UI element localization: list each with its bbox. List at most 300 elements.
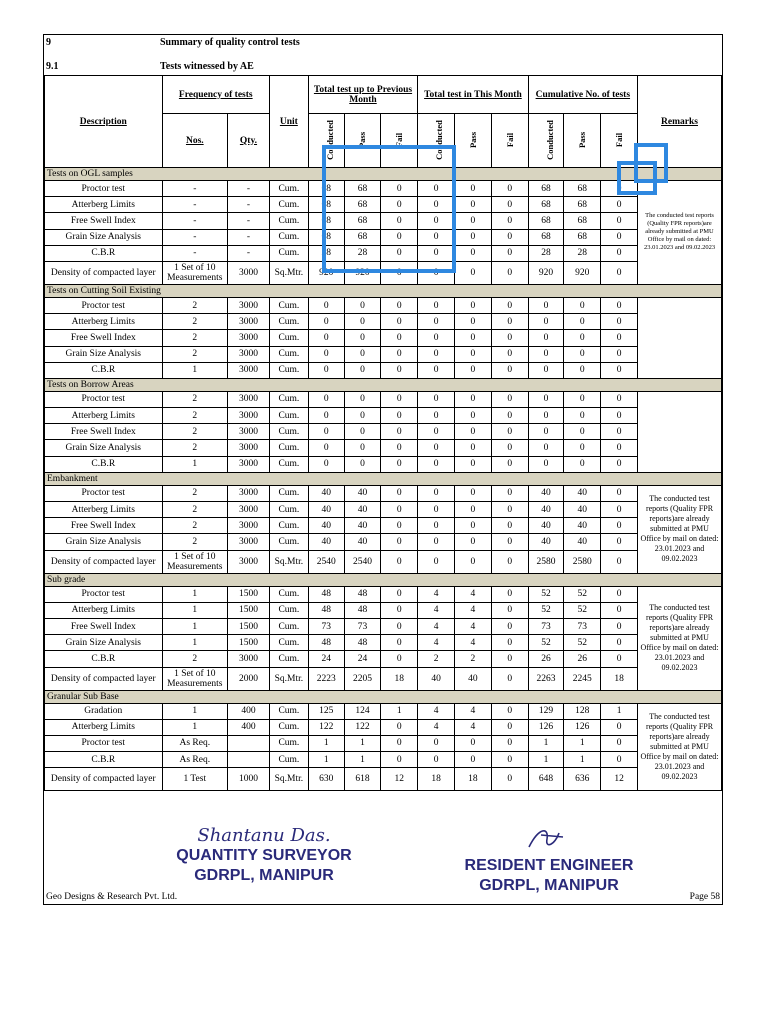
table-row [45,261,722,284]
cell-this-conducted: 0 [418,181,455,197]
cell-prev-pass: 48 [344,635,381,651]
row-description: Grain Size Analysis [45,229,163,245]
row-nos: 1 [162,618,227,634]
row-description: Proctor test [45,735,163,751]
cell-this-fail: 0 [491,197,528,213]
re-org: GDRPL, MANIPUR [479,877,619,894]
cell-this-fail: 0 [491,346,528,362]
cell-cum-pass: 68 [564,181,601,197]
cell-this-fail: 0 [491,651,528,667]
cell-prev-fail: 0 [381,181,418,197]
row-unit: Cum. [269,651,308,667]
cell-prev-fail: 0 [381,314,418,330]
row-qty: 3000 [228,518,270,534]
row-description: Gradation [45,703,163,719]
cell-cum-fail: 0 [601,346,638,362]
row-description: Proctor test [45,181,163,197]
cell-this-fail: 0 [491,245,528,261]
cell-prev-pass: 0 [344,330,381,346]
table-row [45,534,722,550]
cell-prev-pass: 0 [344,456,381,472]
section-title: Summary of quality control tests [160,37,300,48]
row-unit: Cum. [269,485,308,501]
cell-cum-pass: 40 [564,534,601,550]
row-nos: 1 Set of 10 Measurements [162,261,227,284]
cell-cum-conducted: 0 [528,362,564,378]
cell-cum-conducted: 1 [528,735,564,751]
cell-cum-conducted: 0 [528,408,564,424]
cell-prev-fail: 0 [381,261,418,284]
cell-cum-conducted: 40 [528,534,564,550]
cell-prev-conducted: 122 [308,719,344,735]
cell-prev-pass: 40 [344,502,381,518]
row-unit: Cum. [269,703,308,719]
cell-this-fail: 0 [491,440,528,456]
cell-prev-pass: 68 [344,197,381,213]
cell-prev-fail: 0 [381,330,418,346]
cell-this-pass: 0 [455,245,492,261]
cell-cum-pass: 68 [564,197,601,213]
cell-prev-pass: 1 [344,735,381,751]
cell-cum-conducted: 68 [528,213,564,229]
cell-cum-fail: 0 [601,719,638,735]
cell-cum-fail: 0 [601,635,638,651]
row-nos: 1 [162,635,227,651]
row-nos: 2 [162,485,227,501]
cell-cum-fail: 0 [601,330,638,346]
row-nos: 1 Test [162,768,227,791]
cell-cum-pass: 0 [564,362,601,378]
row-qty: 3000 [228,502,270,518]
row-qty: 3000 [228,456,270,472]
row-description: C.B.R [45,752,163,768]
row-nos: - [162,197,227,213]
cell-this-conducted: 0 [418,245,455,261]
table-row [45,297,722,313]
cell-cum-fail: 0 [601,602,638,618]
cell-this-pass: 0 [455,424,492,440]
cell-this-pass: 4 [455,719,492,735]
cell-prev-conducted: 28 [308,245,344,261]
cell-prev-fail: 0 [381,735,418,751]
row-qty: 3000 [228,534,270,550]
row-nos: 2 [162,424,227,440]
cell-cum-conducted: 126 [528,719,564,735]
row-qty: 3000 [228,440,270,456]
cell-prev-conducted: 0 [308,362,344,378]
row-nos: 2 [162,651,227,667]
cell-this-pass: 0 [455,314,492,330]
cell-this-conducted: 4 [418,586,455,602]
cell-prev-conducted: 0 [308,346,344,362]
table-row [45,245,722,261]
cell-this-fail: 0 [491,618,528,634]
cell-this-pass: 4 [455,635,492,651]
row-description: Grain Size Analysis [45,440,163,456]
cell-prev-fail: 0 [381,485,418,501]
cell-prev-conducted: 68 [308,181,344,197]
section-remark: The conducted test reports (Quality FPR reports)are already submitted at PMU Office by mail on dated: 23.01.2023 and 09.02.2023 [638,181,722,285]
row-nos: 2 [162,408,227,424]
cell-cum-conducted: 2580 [528,550,564,573]
cell-prev-pass: 48 [344,602,381,618]
cell-this-pass: 4 [455,618,492,634]
cell-prev-conducted: 0 [308,408,344,424]
row-description: Free Swell Index [45,424,163,440]
qs-title: QUANTITY SURVEYOR [176,847,352,864]
cell-prev-fail: 18 [381,667,418,690]
cell-this-fail: 0 [491,314,528,330]
cell-this-pass: 0 [455,408,492,424]
section-title: Tests on OGL samples [45,168,722,181]
table-body [45,168,722,791]
row-nos: As Req. [162,752,227,768]
table-row [45,752,722,768]
header-prev-month: Total test up to Previous Month [308,76,417,114]
cell-this-fail: 0 [491,213,528,229]
cell-this-conducted: 4 [418,602,455,618]
cell-this-fail: 0 [491,424,528,440]
cell-prev-pass: 1 [344,752,381,768]
cell-prev-fail: 0 [381,424,418,440]
cell-this-conducted: 0 [418,362,455,378]
cell-cum-fail: 0 [601,245,638,261]
section-row [45,573,722,586]
row-unit: Cum. [269,408,308,424]
row-nos: 2 [162,534,227,550]
row-unit: Cum. [269,330,308,346]
cell-cum-fail: 0 [601,424,638,440]
cell-this-pass: 0 [455,456,492,472]
row-nos: 1 [162,362,227,378]
cell-cum-pass: 128 [564,703,601,719]
header-qty: Qty. [228,114,270,168]
cell-prev-conducted: 2223 [308,667,344,690]
cell-cum-fail: 12 [601,768,638,791]
row-unit: Cum. [269,502,308,518]
row-description: Proctor test [45,586,163,602]
cell-this-pass: 0 [455,502,492,518]
cell-cum-conducted: 73 [528,618,564,634]
cell-prev-pass: 0 [344,346,381,362]
row-description: Grain Size Analysis [45,346,163,362]
row-description: Atterberg Limits [45,197,163,213]
row-nos: 1 [162,586,227,602]
row-description: C.B.R [45,245,163,261]
row-unit: Cum. [269,534,308,550]
cell-this-fail: 0 [491,391,528,407]
cell-cum-pass: 2245 [564,667,601,690]
row-nos: 2 [162,346,227,362]
section-row [45,472,722,485]
cell-prev-conducted: 40 [308,534,344,550]
row-unit: Cum. [269,752,308,768]
cell-this-conducted: 0 [418,424,455,440]
cell-cum-fail: 0 [601,181,638,197]
cell-cum-pass: 73 [564,618,601,634]
cell-prev-conducted: 48 [308,602,344,618]
row-unit: Cum. [269,314,308,330]
header-cumulative: Cumulative No. of tests [528,76,637,114]
cell-prev-fail: 0 [381,719,418,735]
row-nos: 2 [162,440,227,456]
cell-this-pass: 0 [455,550,492,573]
row-description: Atterberg Limits [45,602,163,618]
cell-prev-pass: 2205 [344,667,381,690]
table-row [45,485,722,501]
cell-cum-fail: 0 [601,550,638,573]
table-row [45,330,722,346]
cell-cum-fail: 1 [601,703,638,719]
row-unit: Cum. [269,618,308,634]
row-qty: 1500 [228,635,270,651]
cell-cum-conducted: 0 [528,297,564,313]
qs-signature-scribble: Shantanu Das. [197,825,331,846]
cell-cum-pass: 0 [564,456,601,472]
cell-cum-fail: 0 [601,518,638,534]
cell-this-conducted: 18 [418,768,455,791]
header-remarks: Remarks [638,76,722,168]
row-unit: Cum. [269,213,308,229]
cell-this-conducted: 4 [418,719,455,735]
row-nos: 1 [162,602,227,618]
section-remark: The conducted test reports (Quality FPR reports)are already submitted at PMU Office by mail on dated: 23.01.2023 and 09.02.2023 [638,586,722,690]
cell-prev-fail: 0 [381,534,418,550]
footer-company: Geo Designs & Research Pvt. Ltd. [46,892,178,902]
cell-prev-conducted: 0 [308,314,344,330]
table-row [45,602,722,618]
cell-cum-fail: 0 [601,261,638,284]
cell-cum-fail: 18 [601,667,638,690]
cell-prev-conducted: 73 [308,618,344,634]
cell-cum-fail: 0 [601,297,638,313]
cell-this-conducted: 0 [418,735,455,751]
cell-cum-conducted: 0 [528,346,564,362]
row-description: Grain Size Analysis [45,534,163,550]
cell-this-fail: 0 [491,297,528,313]
cell-cum-fail: 0 [601,586,638,602]
cell-cum-pass: 68 [564,213,601,229]
row-qty: 3000 [228,408,270,424]
row-qty: 2000 [228,667,270,690]
cell-prev-pass: 68 [344,181,381,197]
cell-this-fail: 0 [491,635,528,651]
cell-prev-pass: 122 [344,719,381,735]
header-nos: Nos. [162,114,227,168]
cell-cum-conducted: 52 [528,586,564,602]
cell-cum-conducted: 648 [528,768,564,791]
row-qty: - [228,197,270,213]
cell-cum-fail: 0 [601,314,638,330]
cell-this-fail: 0 [491,550,528,573]
cell-this-pass: 0 [455,330,492,346]
cell-prev-conducted: 1 [308,735,344,751]
cell-this-fail: 0 [491,362,528,378]
qs-org: GDRPL, MANIPUR [194,867,334,884]
cell-cum-pass: 0 [564,346,601,362]
cell-cum-pass: 126 [564,719,601,735]
cell-cum-pass: 0 [564,297,601,313]
row-nos: As Req. [162,735,227,751]
cell-this-fail: 0 [491,602,528,618]
section-remark: The conducted test reports (Quality FPR reports)are already submitted at PMU Office by mail on dated: 23.01.2023 and 09.02.2023 [638,485,722,573]
table-row [45,651,722,667]
row-unit: Cum. [269,229,308,245]
cell-this-conducted: 0 [418,213,455,229]
cell-this-fail: 0 [491,752,528,768]
cell-this-pass: 0 [455,181,492,197]
row-qty: 3000 [228,424,270,440]
cell-prev-conducted: 48 [308,635,344,651]
table-row [45,518,722,534]
cell-prev-conducted: 0 [308,424,344,440]
cell-cum-conducted: 40 [528,502,564,518]
cell-prev-fail: 0 [381,550,418,573]
header-this-month: Total test in This Month [418,76,528,114]
section-row [45,378,722,391]
document-page [43,34,723,905]
cell-cum-conducted: 0 [528,424,564,440]
section-title: Tests on Borrow Areas [45,378,722,391]
cell-this-conducted: 0 [418,197,455,213]
cell-cum-fail: 0 [601,197,638,213]
row-nos: 2 [162,391,227,407]
cell-prev-fail: 0 [381,635,418,651]
row-qty: 3000 [228,485,270,501]
cell-this-pass: 0 [455,346,492,362]
cell-this-conducted: 0 [418,550,455,573]
row-description: Atterberg Limits [45,719,163,735]
row-description: Density of compacted layer [45,768,163,791]
row-description: Atterberg Limits [45,502,163,518]
row-unit: Cum. [269,456,308,472]
table-row [45,229,722,245]
cell-this-pass: 4 [455,586,492,602]
row-qty: 3000 [228,314,270,330]
cell-prev-fail: 0 [381,213,418,229]
cell-prev-pass: 618 [344,768,381,791]
row-unit: Cum. [269,735,308,751]
row-unit: Cum. [269,602,308,618]
cell-prev-pass: 68 [344,213,381,229]
header-this-conducted: Conducted [418,114,455,168]
table-row [45,735,722,751]
row-unit: Cum. [269,245,308,261]
cell-prev-conducted: 48 [308,586,344,602]
cell-cum-conducted: 2263 [528,667,564,690]
cell-prev-fail: 0 [381,245,418,261]
cell-this-fail: 0 [491,703,528,719]
cell-cum-fail: 0 [601,213,638,229]
row-unit: Cum. [269,391,308,407]
cell-prev-pass: 920 [344,261,381,284]
cell-prev-fail: 0 [381,346,418,362]
section-row [45,284,722,297]
row-qty: 1000 [228,768,270,791]
cell-cum-conducted: 68 [528,181,564,197]
row-unit: Cum. [269,518,308,534]
cell-prev-pass: 0 [344,440,381,456]
header-prev-pass: Pass [344,114,381,168]
cell-prev-conducted: 920 [308,261,344,284]
cell-this-pass: 2 [455,651,492,667]
row-description: Density of compacted layer [45,550,163,573]
page-number: Page 58 [689,892,720,902]
header-description: Description [45,76,163,168]
cell-prev-fail: 0 [381,362,418,378]
row-unit: Sq.Mtr. [269,550,308,573]
cell-cum-pass: 40 [564,502,601,518]
header-cum-pass: Pass [564,114,601,168]
cell-cum-pass: 52 [564,602,601,618]
row-qty: 3000 [228,346,270,362]
cell-prev-conducted: 68 [308,197,344,213]
cell-cum-conducted: 0 [528,314,564,330]
cell-prev-conducted: 1 [308,752,344,768]
header-prev-conducted: Conducted [308,114,344,168]
cell-this-pass: 0 [455,391,492,407]
row-nos: 2 [162,314,227,330]
row-qty: - [228,229,270,245]
cell-cum-fail: 0 [601,485,638,501]
table-row [45,635,722,651]
cell-prev-pass: 0 [344,408,381,424]
cell-this-fail: 0 [491,261,528,284]
cell-prev-fail: 1 [381,703,418,719]
cell-prev-fail: 0 [381,440,418,456]
row-qty: 3000 [228,297,270,313]
row-qty: - [228,245,270,261]
cell-prev-conducted: 630 [308,768,344,791]
row-qty: 400 [228,703,270,719]
cell-cum-pass: 1 [564,752,601,768]
cell-cum-conducted: 26 [528,651,564,667]
row-unit: Cum. [269,362,308,378]
row-unit: Cum. [269,197,308,213]
cell-cum-conducted: 40 [528,518,564,534]
cell-prev-pass: 73 [344,618,381,634]
cell-this-fail: 0 [491,408,528,424]
row-description: C.B.R [45,456,163,472]
cell-this-pass: 4 [455,703,492,719]
cell-this-pass: 40 [455,667,492,690]
cell-this-fail: 0 [491,719,528,735]
cell-prev-fail: 0 [381,408,418,424]
quality-control-table [44,75,722,791]
cell-prev-conducted: 40 [308,502,344,518]
row-qty: 3000 [228,550,270,573]
row-description: Free Swell Index [45,213,163,229]
header-unit: Unit [269,76,308,168]
cell-prev-pass: 68 [344,229,381,245]
resident-engineer-signature [454,825,644,896]
table-row [45,703,722,719]
cell-cum-conducted: 0 [528,440,564,456]
cell-this-pass: 0 [455,752,492,768]
cell-prev-conducted: 68 [308,213,344,229]
row-unit: Cum. [269,719,308,735]
cell-cum-conducted: 28 [528,245,564,261]
cell-cum-fail: 0 [601,502,638,518]
row-unit: Sq.Mtr. [269,667,308,690]
cell-this-conducted: 0 [418,752,455,768]
cell-cum-conducted: 40 [528,485,564,501]
cell-this-conducted: 2 [418,651,455,667]
cell-prev-conducted: 0 [308,440,344,456]
cell-cum-conducted: 129 [528,703,564,719]
row-description: C.B.R [45,651,163,667]
cell-this-pass: 0 [455,518,492,534]
